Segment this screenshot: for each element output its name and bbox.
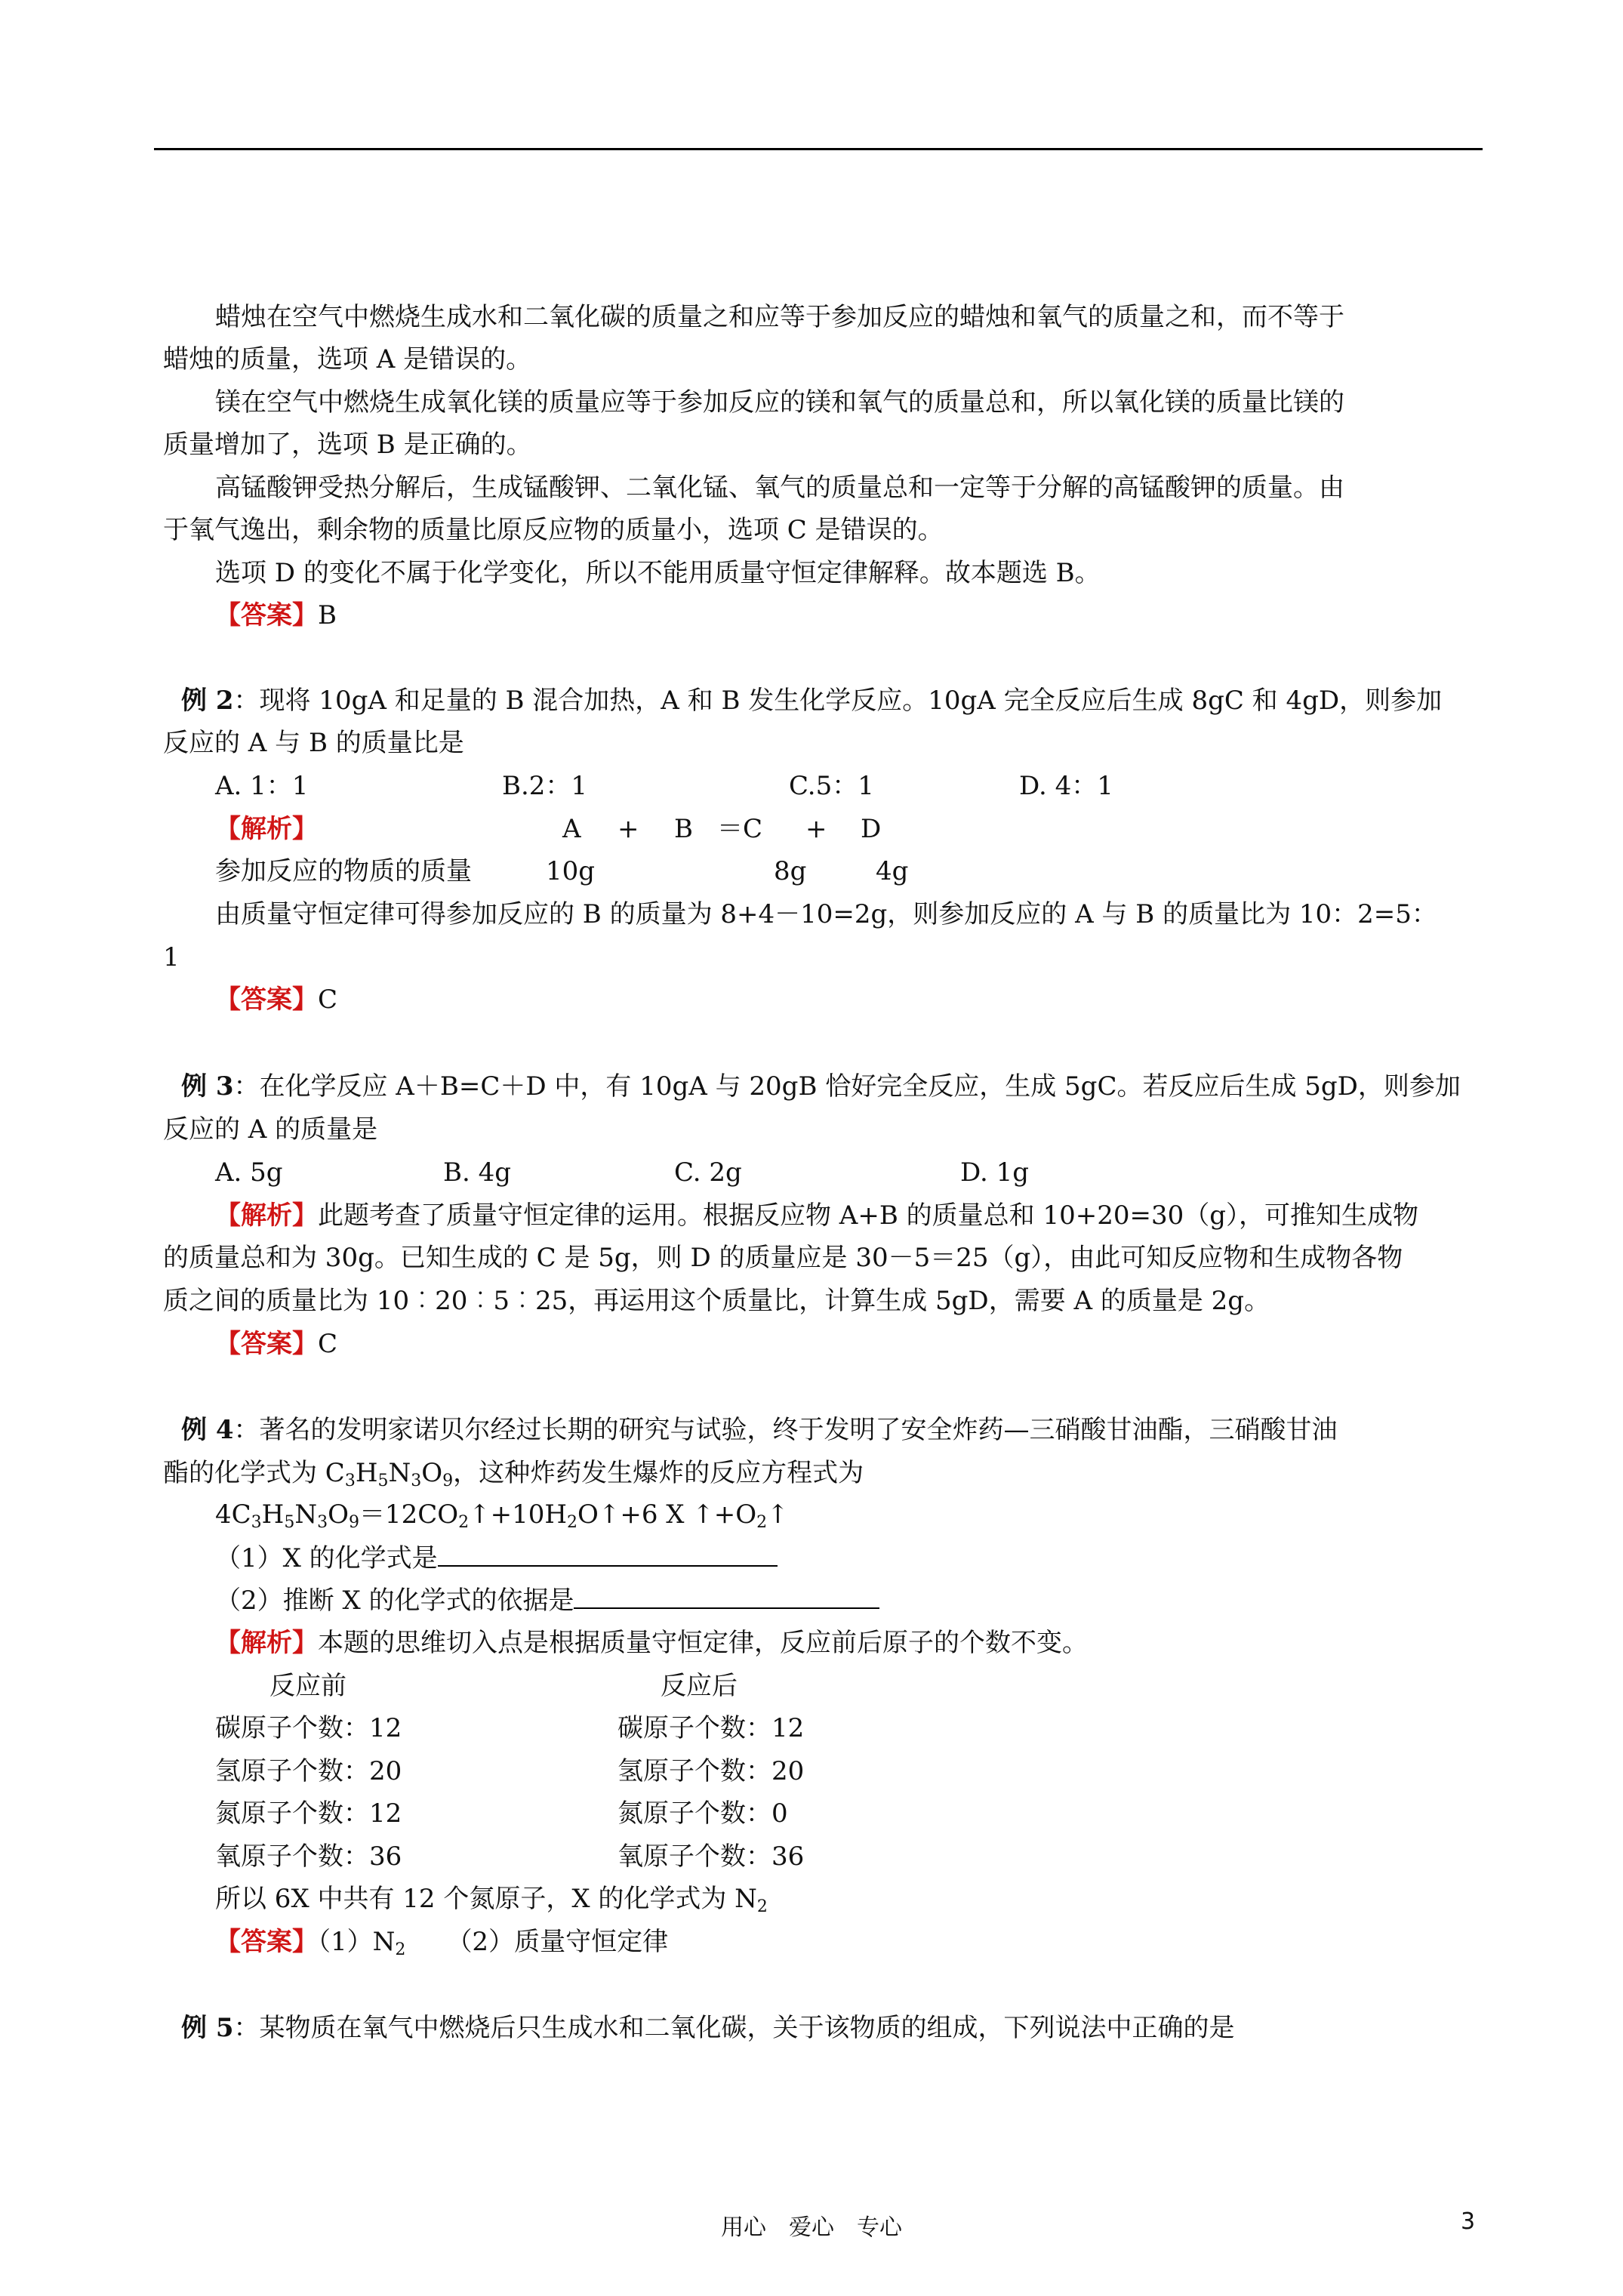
example-label: 例 2 [181, 686, 234, 716]
para-magnesium-l1: 镁在空气中燃烧生成氧化镁的质量应等于参加反应的镁和氧气的质量总和，所以氧化镁的质量比镁的 [215, 387, 1344, 418]
example-label: 例 5 [181, 2013, 234, 2043]
answer-tag: 【答案】 [215, 1329, 318, 1359]
example-text: ：某物质在氧气中燃烧后只生成水和二氧化碳，关于该物质的组成，下列说法中正确的是 [233, 2013, 1235, 2043]
ex3-analysis-l2: 的质量总和为 30g。已知生成的 C 是 5g，则 D 的质量应是 30－5＝25（g），由此可知反应物和生成物各物 [163, 1243, 1403, 1273]
before-oxygen: 氧原子个数：36 [215, 1841, 402, 1872]
example-2-l1 [181, 686, 1442, 716]
eq-a: A [562, 814, 581, 844]
eq-plus-1: + [617, 814, 639, 844]
mass-d: 4g [876, 856, 909, 886]
ex4-question-1: （1）X 的化学式是 [215, 1542, 778, 1573]
para-option-d: 选项 D 的变化不属于化学变化，所以不能用质量守恒定律解释。故本题选 B。 [215, 558, 1101, 588]
answer-tag: 【答案】 [215, 985, 318, 1015]
mass-c: 8g [774, 856, 807, 886]
example-text: ：在化学反应 A＋B=C＋D 中，有 10gA 与 20gB 恰好完全反应，生成 5gC。若反应后生成 5gD，则参加 [233, 1071, 1461, 1102]
example-4-l2: 酯的化学式为 $C_3H_5N_3O_9$，这种炸药发生爆炸的反应方程式为 [163, 1458, 864, 1490]
para-kmno4-l1: 高锰酸钾受热分解后，生成锰酸钾、二氧化锰、氧气的质量总和一定等于分解的高锰酸钾的质量。由 [215, 473, 1344, 503]
ex2-option-a: A. 1：1 [215, 771, 309, 801]
before-hydrogen: 氢原子个数：20 [215, 1756, 402, 1786]
answer-value: C [318, 985, 338, 1015]
ex2-option-d: D. 4：1 [1019, 771, 1113, 801]
para-candle-l1: 蜡烛在空气中燃烧生成水和二氧化碳的质量之和应等于参加反应的蜡烛和氧气的质量之和，而不等于 [215, 302, 1344, 332]
ex2-solution-l2: 1 [163, 942, 180, 972]
ex2-answer [215, 985, 337, 1015]
example-label: 例 3 [181, 1071, 234, 1102]
eq-d: D [861, 814, 882, 844]
answer-tag: 【答案】 [215, 600, 318, 630]
analysis-tag: 【解析】 [215, 1200, 318, 1231]
eq-b: B [674, 814, 693, 844]
para-kmno4-l2: 于氧气逸出，剩余物的质量比原反应物的质量小，选项 C 是错误的。 [163, 515, 944, 545]
ex4-conclusion: 所以 6X 中共有 12 个氮原子，X 的化学式为 $N_2$ [215, 1884, 768, 1916]
after-hydrogen: 氢原子个数：20 [617, 1756, 805, 1786]
ex2-solution-l1: 由质量守恒定律可得参加反应的 B 的质量为 8+4－10=2g，则参加反应的 A 与 B 的质量比为 10：2=5： [215, 899, 1437, 929]
answer-value: C [318, 1329, 338, 1359]
example-5-l1 [181, 2013, 1235, 2043]
col-before-header: 反应前 [269, 1671, 346, 1701]
mass-a: 10g [546, 856, 596, 886]
ex4-analysis: 【解析】本题的思维切入点是根据质量守恒定律，反应前后原子的个数不变。 [215, 1628, 1088, 1658]
example-4-l1 [181, 1415, 1338, 1445]
analysis-tag: 【解析】 [215, 1628, 318, 1658]
example-label: 例 4 [181, 1415, 234, 1445]
answer-blank-1[interactable] [438, 1542, 778, 1567]
example-2-l2: 反应的 A 与 B 的质量比是 [163, 728, 464, 758]
ex2-analysis-tag: 【解析】 [215, 814, 318, 844]
example-3-l2: 反应的 A 的质量是 [163, 1114, 378, 1145]
ex3-analysis-l1: 【解析】此题考查了质量守恒定律的运用。根据反应物 A+B 的质量总和 10+20=30（g），可推知生成物 [215, 1200, 1418, 1231]
example-text: ：著名的发明家诺贝尔经过长期的研究与试验，终于发明了安全炸药—三硝酸甘油酯，三硝酸甘油 [233, 1415, 1338, 1445]
ex4-answer: 【答案】$(1)N_2$ （2）质量守恒定律 [215, 1927, 669, 1959]
after-nitrogen: 氮原子个数：0 [617, 1798, 788, 1829]
answer-value: B [318, 600, 337, 630]
ex4-question-2: （2）推断 X 的化学式的依据是 [215, 1585, 879, 1616]
before-nitrogen: 氮原子个数：12 [215, 1798, 402, 1829]
answer-blank-2[interactable] [574, 1585, 879, 1609]
header-rule [154, 148, 1483, 150]
explosion-equation: $4C_3H_5N_3O_9=12CO_2↑+10H_2O↑+6$ X $↑+O_2↑$ [215, 1499, 789, 1532]
col-after-header: 反应后 [661, 1671, 738, 1701]
ex3-answer [215, 1329, 337, 1359]
eq-c: ＝C [717, 814, 763, 844]
page-footer: 用心 爱心 专心 [721, 2214, 902, 2241]
ex3-option-d: D. 1g [960, 1157, 1030, 1188]
mass-label: 参加反应的物质的质量 [215, 856, 472, 886]
ex3-option-b: B. 4g [443, 1157, 511, 1188]
eq-plus-2: + [805, 814, 827, 844]
ex2-option-c: C.5：1 [789, 771, 874, 801]
answer-tag: 【答案】 [215, 1927, 318, 1957]
ex3-analysis-l3: 质之间的质量比为 10︰20︰5︰25，再运用这个质量比，计算生成 5gD，需要 A 的质量是 2g。 [163, 1286, 1270, 1316]
para-candle-l2: 蜡烛的质量，选项 A 是错误的。 [163, 344, 532, 374]
ex2-option-b: B.2：1 [502, 771, 588, 801]
answer-1 [215, 600, 337, 630]
page-number: 3 [1461, 2208, 1476, 2235]
before-carbon: 碳原子个数：12 [215, 1713, 402, 1743]
ex3-option-c: C. 2g [674, 1157, 742, 1188]
after-oxygen: 氧原子个数：36 [617, 1841, 805, 1872]
example-text: ：现将 10gA 和足量的 B 混合加热，A 和 B 发生化学反应。10gA 完全反应后生成 8gC 和 4gD，则参加 [233, 686, 1443, 716]
example-3-l1 [181, 1071, 1461, 1102]
after-carbon: 碳原子个数：12 [617, 1713, 805, 1743]
ex3-option-a: A. 5g [215, 1157, 283, 1188]
para-magnesium-l2: 质量增加了，选项 B 是正确的。 [163, 430, 532, 460]
